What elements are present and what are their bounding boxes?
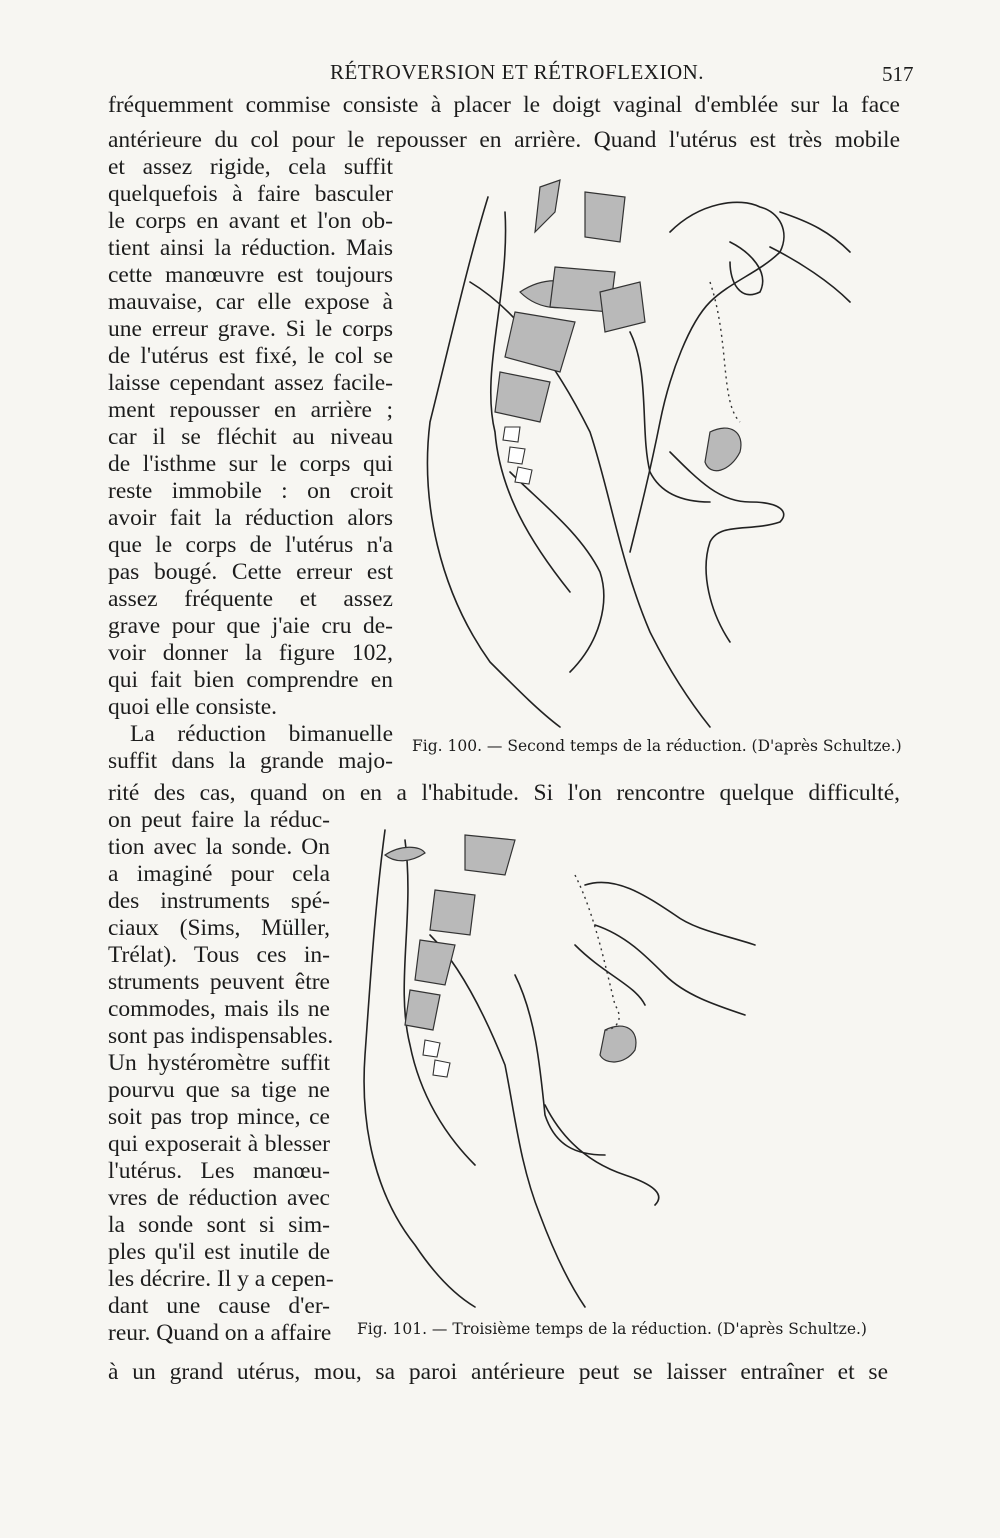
text-line: mauvaise, car elle expose à (108, 289, 393, 315)
text-line: Trélat). Tous ces in- (108, 942, 330, 968)
text-line: avoir fait la réduction alors (108, 505, 393, 531)
text-line: soit pas trop mince, ce (108, 1104, 330, 1130)
text-line: rité des cas, quand on en a l'habitude. Si l'on rencontre quelque difficulté, (108, 780, 900, 806)
text-line: laisse cependant assez facile- (108, 370, 393, 396)
text-line: vres de réduction avec (108, 1185, 330, 1211)
text-line: ples qu'il est inutile de (108, 1239, 330, 1265)
text-line: des instruments spé- (108, 888, 330, 914)
text-line: de l'isthme sur le corps qui (108, 451, 393, 477)
text-line: suffit dans la grande majo- (108, 748, 393, 774)
text-line: sont pas indispensables. (108, 1023, 334, 1049)
text-line: quoi elle consiste. (108, 694, 278, 720)
text-line: assez fréquente et assez (108, 586, 393, 612)
text-line: a imaginé pour cela (108, 861, 330, 887)
text-line: quelquefois à faire basculer (108, 181, 393, 207)
text-line: commodes, mais ils ne (108, 996, 330, 1022)
text-line: ciaux (Sims, Müller, (108, 915, 330, 941)
text-line: une erreur grave. Si le corps (108, 316, 393, 342)
text-line: dant une cause d'er- (108, 1293, 330, 1319)
text-line: qui exposerait à blesser (108, 1131, 330, 1157)
page-number: 517 (882, 62, 914, 86)
text-line: grave pour que j'aie cru de- (108, 613, 393, 639)
text-line: cette manœuvre est toujours (108, 262, 393, 288)
running-head: RÉTROVERSION ET RÉTROFLEXION. (330, 60, 705, 84)
text-line: reur. Quand on a affaire (108, 1320, 332, 1346)
text-line: qui fait bien comprendre en (108, 667, 393, 693)
text-line: tient ainsi la réduction. Mais (108, 235, 393, 261)
figure-100-caption: Fig. 100. — Second temps de la réduction. (D'après Schultze.) (412, 737, 902, 755)
text-line: la sonde sont si sim- (108, 1212, 330, 1238)
text-line: le corps en avant et l'on ob- (108, 208, 393, 234)
text-line: pourvu que sa tige ne (108, 1077, 330, 1103)
text-line: Un hystéromètre suffit (108, 1050, 330, 1076)
text-line: à un grand utérus, mou, sa paroi antérieure peut se laisser entraîner et se (108, 1359, 888, 1385)
text-line: l'utérus. Les manœu- (108, 1158, 330, 1184)
text-line: et assez rigide, cela suffit (108, 154, 393, 180)
text-line: que le corps de l'utérus n'a (108, 532, 393, 558)
text-line: antérieure du col pour le repousser en arrière. Quand l'utérus est très mobile (108, 127, 900, 153)
figure-100-illustration (410, 172, 860, 730)
text-line: fréquemment commise consiste à placer le doigt vaginal d'emblée sur la face (108, 92, 900, 118)
text-line: de l'utérus est fixé, le col se (108, 343, 393, 369)
text-line: voir donner la figure 102, (108, 640, 393, 666)
text-line: reste immobile : on croit (108, 478, 393, 504)
text-line: on peut faire la réduc- (108, 807, 330, 833)
figure-101-illustration (345, 815, 765, 1310)
text-line: tion avec la sonde. On (108, 834, 330, 860)
text-line: La réduction bimanuelle (130, 721, 393, 747)
text-line: pas bougé. Cette erreur est (108, 559, 393, 585)
text-line: struments peuvent être (108, 969, 330, 995)
figure-101-caption: Fig. 101. — Troisième temps de la réduction. (D'après Schultze.) (357, 1320, 867, 1338)
text-line: ment repousser en arrière ; (108, 397, 393, 423)
text-line: les décrire. Il y a cepen- (108, 1266, 334, 1292)
text-line: car il se fléchit au niveau (108, 424, 393, 450)
